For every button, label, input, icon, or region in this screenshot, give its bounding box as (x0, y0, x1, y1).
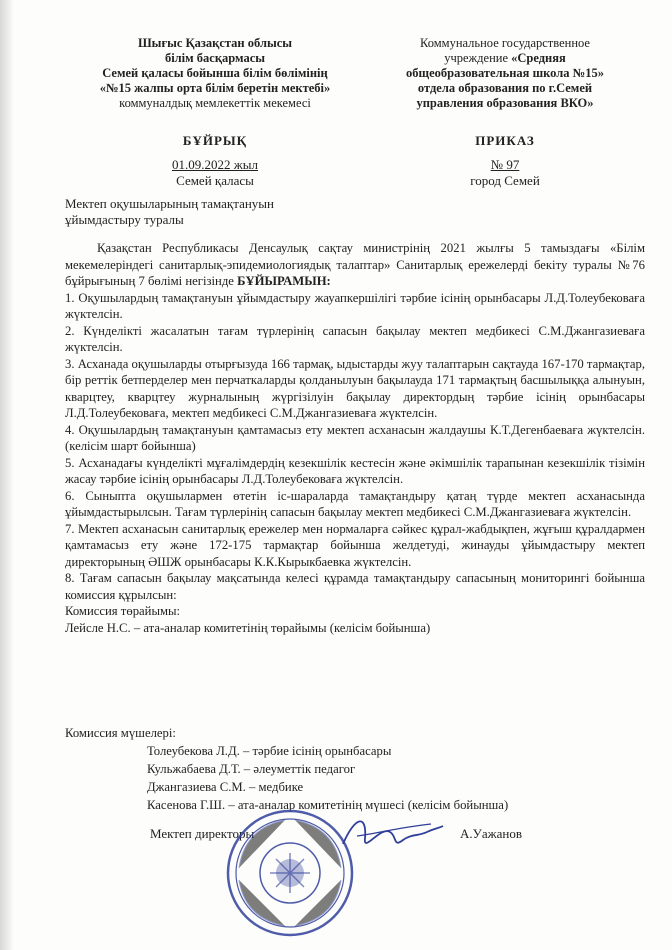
scan-edge (0, 0, 14, 950)
order-block-russian (385, 133, 625, 189)
header-ru-bold: «Средняя (511, 51, 566, 65)
order-item: 2. Күнделікті жасалатын тағам түрлерінің сапасын бақылау мектеп медбикесі С.М.Джангазиеваға жүктелсін. (65, 323, 645, 354)
header-kz-line: Семей қаласы бойынша білім бөлімінің (102, 66, 328, 80)
order-title-ru: ПРИКАЗ (475, 133, 535, 148)
member-item: Джангазиева С.М. – медбике (147, 780, 304, 794)
handwritten-signature (335, 806, 445, 861)
intro-text: Қазақстан Республикасы Денсаулық сақтау министрінің 2021 жылғы 5 тамыздағы «Білім мекемелеріндегі санитарлық-эпидемиологиядық талаптар» Санитарлық ережелерді бекіту туралы №76 бұйрығының 7 бөлімі негізінде (65, 241, 645, 288)
header-ru-text: учреждение (444, 51, 512, 65)
header-ru-line: отдела образования по г.Семей (417, 81, 593, 95)
order-city-ru: город Семей (470, 173, 540, 188)
order-block-kazakh (70, 133, 360, 189)
subject-line: ұйымдастыру туралы (65, 212, 184, 227)
member-item: Толеубекова Л.Д. – тәрбие ісінің орынбасары (147, 744, 392, 758)
header-kz-line: Шығыс Қазақстан облысы (137, 36, 293, 50)
header-ru-line: управления образования ВКО» (416, 96, 594, 110)
order-item: 6. Сыныпта оқушылармен өтетін іс-шараларда тамақтандыру қатаң түрде мектеп асханасында ұйымдастырылсын. Тағам түрлерінің сапасын бақылау мектеп медбикесі С.М.Джангазиеваға жүктелсін. (65, 488, 645, 519)
members-label: Комиссия мүшелері: (65, 726, 176, 740)
order-subject (65, 196, 325, 228)
order-item: 8. Тағам сапасын бақылау мақсатында келесі құрамда тамақтандыру сапасының мониторингі бойынша комиссия құрылсын: (65, 571, 645, 602)
signer-name: А.Уажанов (460, 826, 522, 841)
commission-members (65, 724, 625, 814)
order-item: 5. Асханадағы күнделікті мұғалімдердің кезекшілік кестесін және әкімшілік тарапынан кезекшілік тізімін жасау тәрбие ісінің орынбасары Л.Д.Толеубековаға жүктелсін. (65, 455, 645, 486)
subject-line: Мектеп оқушыларының тамақтануын (65, 196, 275, 211)
header-ru-line: общеобразовательная школа №15» (406, 66, 604, 80)
header-kz-line: «№15 жалпы орта білім беретін мектебі» (99, 81, 331, 95)
commission-chair-label: Комиссия төрайымы: (65, 604, 181, 618)
order-item: 7. Мектеп асханасын санитарлық ережелер мен нормаларға сәйкес құрал-жабдықпен, жұғыш құралдармен қамтамасыз ету және 172-175 тармақтар бойынша желдетуді, жинауды ұйымдастыру мектеп директорының ӘШЖ орынбасары К.К.Кырыкбаевка жүктелсін. (65, 521, 645, 569)
header-russian (385, 36, 625, 111)
intro-paragraph (65, 240, 645, 290)
order-item: 4. Оқушылардың тамақтануын қамтамасыз ету мектеп асханасын жалдаушы К.Т.Дегенбаеваға жүктелсін. (келісім шарт бойынша) (65, 422, 645, 453)
order-word: БҰЙЫРАМЫН: (237, 274, 331, 288)
signer-role: Мектеп директоры (150, 826, 255, 841)
member-item: Кульжабаева Д.Т. – әлеуметтік педагог (147, 762, 356, 776)
header-kz-line: коммуналдық мемлекеттік мекемесі (119, 96, 311, 110)
order-number: № 97 (490, 157, 520, 172)
member-item: Касенова Г.Ш. – ата-аналар комитетінің мүшесі (келісім бойынша) (147, 798, 509, 812)
order-title-kz: БҰЙРЫҚ (182, 133, 248, 148)
header-ru-line (385, 51, 625, 66)
order-item: 3. Асханада оқушыларды отырғызуда 166 тармақ, ыдыстарды жуу талаптарын сақтауда 167-170 тармақтар, бір реттік бетперделер мен перчаткаларды қолданылуын бақылауда 171 тармақтың басшылыққа алынуын, кварцтеу, кварцтеу журналының жүргізілуін бақылау директордың тәрбие ісінің орынбасары Л.Д.Толеубековаға, мектеп медбикесі С.М.Джангазиеваға жүктелсін. (65, 356, 645, 420)
order-date: 01.09.2022 жыл (172, 157, 258, 172)
order-body (65, 240, 645, 636)
commission-chair: Лейсле Н.С. – ата-аналар комитетінің төрайымы (келісім бойынша) (65, 620, 431, 635)
header-kazakh (70, 36, 360, 111)
order-item: 1. Оқушылардың тамақтануын ұйымдастыру жауапкершілігі тәрбие ісінің орынбасары Л.Д.Толеубековаға жүктелсін. (65, 290, 645, 321)
header-ru-line: Коммунальное государственное (420, 36, 590, 50)
order-city-kz: Семей қаласы (176, 173, 254, 188)
header-kz-line: білім басқармасы (164, 51, 266, 65)
